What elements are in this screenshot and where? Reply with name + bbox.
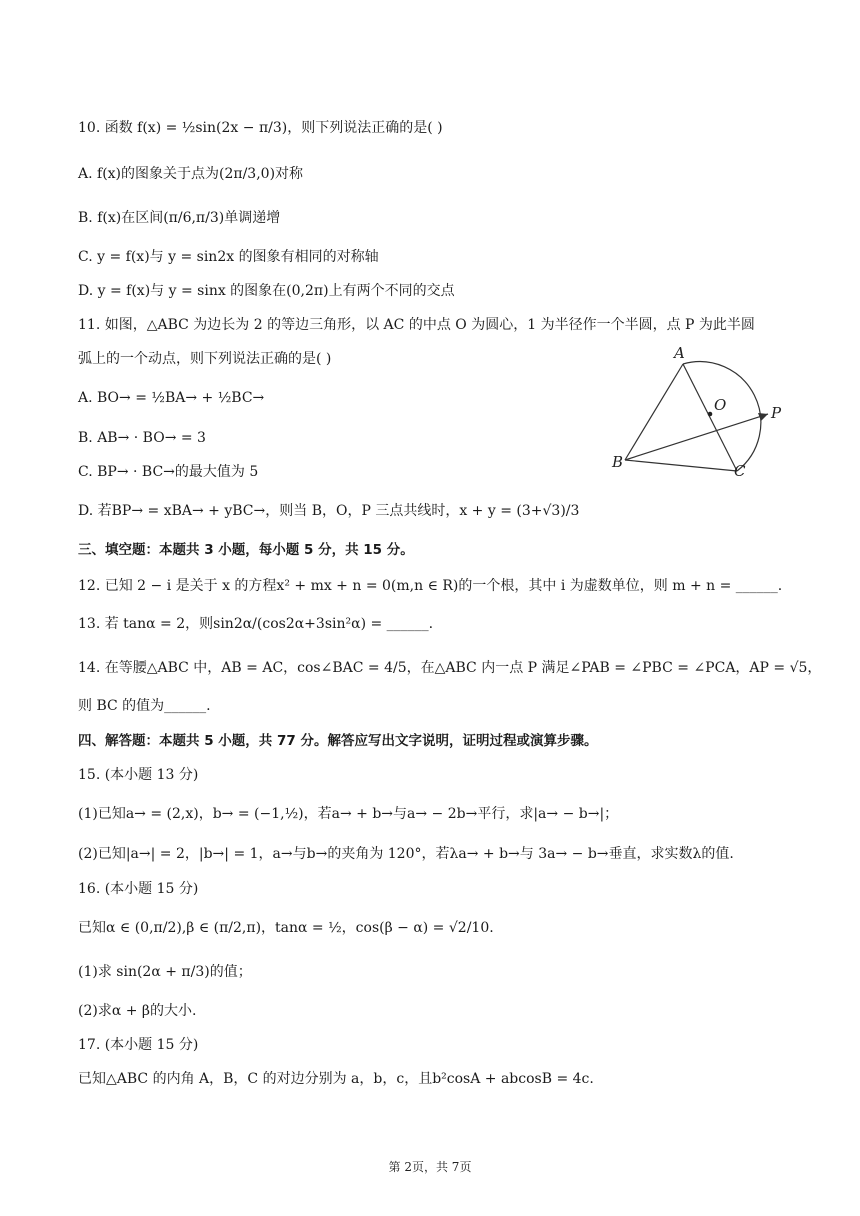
- center-point-o: [708, 412, 713, 417]
- q11-option-d: D. 若BP→ = xBA→ + yBC→，则当 B，O，P 三点共线时，x + y = (3+√3)/3: [78, 503, 580, 519]
- q11-option-c: C. BP→ · BC→的最大值为 5: [78, 464, 259, 480]
- segment-bp: [625, 414, 768, 460]
- q17-stem: 已知△ABC 的内角 A，B，C 的对边分别为 a，b，c，且b²cosA + abcosB = 4c.: [78, 1071, 594, 1087]
- side-bc: [625, 460, 737, 471]
- q12-text: 12. 已知 2 − i 是关于 x 的方程x² + mx + n = 0(m,n ∈ R)的一个根，其中 i 为虚数单位，则 m + n = ______.: [78, 578, 783, 594]
- q16-part1: (1)求 sin(2α + π/3)的值；: [78, 964, 252, 980]
- side-ac: [683, 364, 737, 471]
- q10-option-d: D. y = f(x)与 y = sinx 的图象在(0,2π)上有两个不同的交点: [78, 283, 455, 299]
- q16-part2: (2)求α + β的大小.: [78, 1003, 197, 1019]
- q14-line1: 14. 在等腰△ABC 中，AB = AC，cos∠BAC = 4/5，在△ABC 内一点 P 满足∠PAB = ∠PBC = ∠PCA，AP = √5，: [78, 660, 822, 676]
- q11-stem-line1: 11. 如图，△ABC 为边长为 2 的等边三角形，以 AC 的中点 O 为圆心，1 为半径作一个半圆，点 P 为此半圆: [78, 317, 755, 333]
- side-ab: [625, 364, 683, 460]
- q10-option-a: A. f(x)的图象关于点为(2π/3,0)对称: [78, 166, 304, 182]
- q15-header: 15. (本小题 13 分): [78, 767, 199, 783]
- q16-stem: 已知α ∈ (0,π/2),β ∈ (π/2,π)，tanα = ½，cos(β − α) = √2/10.: [78, 920, 494, 936]
- q11-option-a: A. BO→ = ½BA→ + ½BC→: [78, 390, 265, 406]
- q14-line2: 则 BC 的值为______.: [78, 698, 211, 714]
- arrowhead-p: [758, 413, 768, 421]
- label-b: B: [612, 453, 624, 471]
- q16-header: 16. (本小题 15 分): [78, 881, 199, 897]
- q11-stem-line2: 弧上的一个动点，则下列说法正确的是( ): [78, 351, 332, 367]
- q15-part2: (2)已知|a→| = 2，|b→| = 1，a→与b→的夹角为 120°，若λa→ + b→与 3a→ − b→垂直，求实数λ的值.: [78, 846, 734, 862]
- page-footer: 第 2页，共 7页: [388, 1160, 472, 1174]
- section-fill-blank-heading: 三、填空题：本题共 3 小题，每小题 5 分，共 15 分。: [78, 542, 414, 558]
- label-a: A: [674, 344, 685, 362]
- q10-option-b: B. f(x)在区间(π/6,π/3)单调递增: [78, 210, 281, 226]
- label-o: O: [714, 396, 727, 414]
- section-answer-heading: 四、解答题：本题共 5 小题，共 77 分。解答应写出文字说明，证明过程或演算步骤。: [78, 733, 598, 749]
- label-p: P: [771, 404, 782, 422]
- q15-part1: (1)已知a→ = (2,x)，b→ = (−1,½)，若a→ + b→与a→ − 2b→平行，求|a→ − b→|；: [78, 806, 619, 822]
- triangle-semicircle-figure: [610, 342, 810, 482]
- semicircle-arc: [683, 362, 761, 471]
- q11-option-b: B. AB→ · BO→ = 3: [78, 430, 206, 446]
- q10-option-c: C. y = f(x)与 y = sin2x 的图象有相同的对称轴: [78, 249, 379, 265]
- label-c: C: [734, 462, 746, 480]
- q13-text: 13. 若 tanα = 2，则sin2α/(cos2α+3sin²α) = ______.: [78, 616, 434, 632]
- q17-header: 17. (本小题 15 分): [78, 1037, 199, 1053]
- q10-stem: 10. 函数 f(x) = ½sin(2x − π/3)，则下列说法正确的是( ): [78, 120, 443, 136]
